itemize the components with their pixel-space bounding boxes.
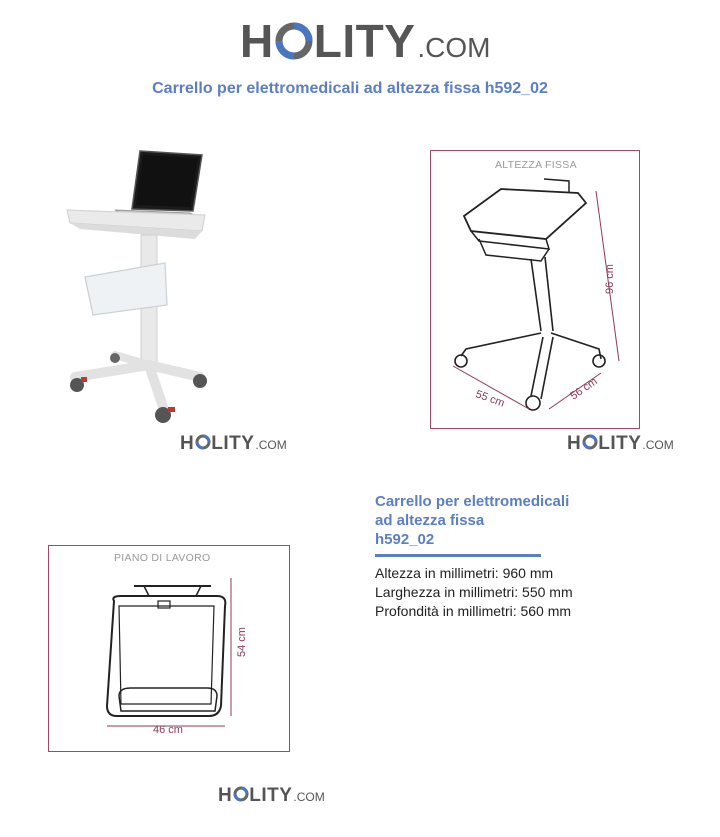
- logo-o-icon: [582, 434, 598, 450]
- logo-letters-lity: LITY: [211, 433, 255, 454]
- logo-com: .COM: [642, 438, 674, 452]
- logo-letters-lity: LITY: [313, 15, 416, 67]
- page-title: Carrello per elettromedicali ad altezza fissa h592_02: [152, 80, 548, 97]
- logo-o-icon: [275, 22, 313, 60]
- spec-height: Altezza in millimetri: 960 mm: [375, 565, 554, 581]
- logo-com: .COM: [417, 32, 491, 63]
- top-diagram-label: PIANO DI LAVORO: [114, 552, 211, 564]
- logo-letter-h: H: [180, 433, 195, 454]
- product-title-line-2: ad altezza fissa: [375, 512, 485, 529]
- top-diagram-frame: [48, 545, 290, 752]
- side-diagram-label: ALTEZZA FISSA: [495, 159, 577, 171]
- holity-logo[interactable]: [240, 14, 491, 68]
- top-diagram-drawing: [49, 546, 289, 751]
- holity-watermark-1: [180, 433, 287, 455]
- product-title-code: h592_02: [375, 531, 435, 548]
- product-title: [375, 492, 635, 549]
- holity-watermark-2: [567, 433, 674, 455]
- holity-watermark-3: [218, 785, 325, 807]
- height-dimension: 96 cm: [603, 264, 616, 294]
- depth-dimension: 56 cm: [568, 375, 600, 403]
- logo-com: .COM: [293, 790, 325, 804]
- logo-o-icon: [195, 434, 211, 450]
- spec-width: Larghezza in millimetri: 550 mm: [375, 584, 573, 600]
- logo-letter-h: H: [240, 15, 274, 67]
- title-divider: [375, 554, 541, 557]
- logo-letter-h: H: [218, 785, 233, 806]
- width-dimension: 46 cm: [153, 724, 183, 736]
- logo-com: .COM: [255, 438, 287, 452]
- width-dimension: 55 cm: [473, 388, 507, 410]
- logo-letter-h: H: [567, 433, 582, 454]
- side-diagram-frame: [430, 150, 640, 429]
- product-photo: [55, 115, 265, 435]
- spec-depth: Profondità in millimetri: 560 mm: [375, 603, 572, 619]
- height-dimension: 54 cm: [235, 627, 248, 657]
- product-title-line-1: Carrello per elettromedicali: [375, 493, 570, 510]
- logo-o-icon: [233, 786, 249, 802]
- logo-letters-lity: LITY: [249, 785, 293, 806]
- logo-letters-lity: LITY: [598, 433, 642, 454]
